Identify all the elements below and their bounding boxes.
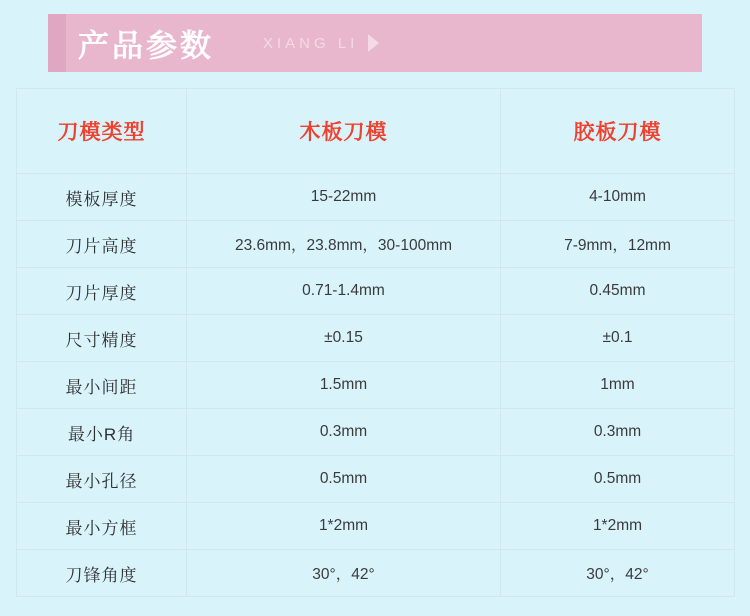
banner-accent-block bbox=[48, 14, 66, 72]
right-arrow-icon bbox=[368, 34, 379, 52]
table-row bbox=[17, 456, 735, 503]
row-label: 尺寸精度 bbox=[17, 315, 187, 362]
table-row bbox=[17, 221, 735, 268]
table-row bbox=[17, 315, 735, 362]
spec-table bbox=[16, 88, 735, 597]
row-label: 刀片厚度 bbox=[17, 268, 187, 315]
banner-subtitle: XIANG LI bbox=[263, 34, 359, 52]
row-value-wood: 1.5mm bbox=[187, 362, 501, 409]
table-row bbox=[17, 409, 735, 456]
table-row bbox=[17, 174, 735, 221]
row-value-rubber: 0.45mm bbox=[501, 268, 735, 315]
row-label: 刀片高度 bbox=[17, 221, 187, 268]
row-value-wood: 15-22mm bbox=[187, 174, 501, 221]
row-value-wood: 0.71-1.4mm bbox=[187, 268, 501, 315]
row-value-rubber: 0.3mm bbox=[501, 409, 735, 456]
table-row bbox=[17, 550, 735, 597]
table-header-cell-rubber: 胶板刀模 bbox=[501, 89, 735, 174]
row-label: 刀锋角度 bbox=[17, 550, 187, 597]
table-header-row bbox=[17, 89, 735, 174]
table-row bbox=[17, 268, 735, 315]
table-header-cell-type: 刀模类型 bbox=[17, 89, 187, 174]
row-value-rubber: 1*2mm bbox=[501, 503, 735, 550]
row-label: 最小R角 bbox=[17, 409, 187, 456]
page-title: 产品参数 bbox=[78, 28, 214, 64]
row-value-wood: 30°，42° bbox=[187, 550, 501, 597]
row-value-rubber: 4-10mm bbox=[501, 174, 735, 221]
page-banner bbox=[48, 14, 702, 72]
row-value-rubber: 1mm bbox=[501, 362, 735, 409]
row-value-rubber: 30°，42° bbox=[501, 550, 735, 597]
banner-subtitle-group bbox=[263, 34, 379, 52]
row-value-wood: 1*2mm bbox=[187, 503, 501, 550]
table-row bbox=[17, 503, 735, 550]
row-value-wood: 23.6mm，23.8mm，30-100mm bbox=[187, 221, 501, 268]
row-value-rubber: ±0.1 bbox=[501, 315, 735, 362]
row-value-wood: 0.3mm bbox=[187, 409, 501, 456]
row-value-rubber: 7-9mm，12mm bbox=[501, 221, 735, 268]
row-value-wood: ±0.15 bbox=[187, 315, 501, 362]
row-label: 最小孔径 bbox=[17, 456, 187, 503]
table-row bbox=[17, 362, 735, 409]
row-label: 模板厚度 bbox=[17, 174, 187, 221]
row-label: 最小方框 bbox=[17, 503, 187, 550]
row-value-wood: 0.5mm bbox=[187, 456, 501, 503]
table-header-cell-wood: 木板刀模 bbox=[187, 89, 501, 174]
row-value-rubber: 0.5mm bbox=[501, 456, 735, 503]
row-label: 最小间距 bbox=[17, 362, 187, 409]
